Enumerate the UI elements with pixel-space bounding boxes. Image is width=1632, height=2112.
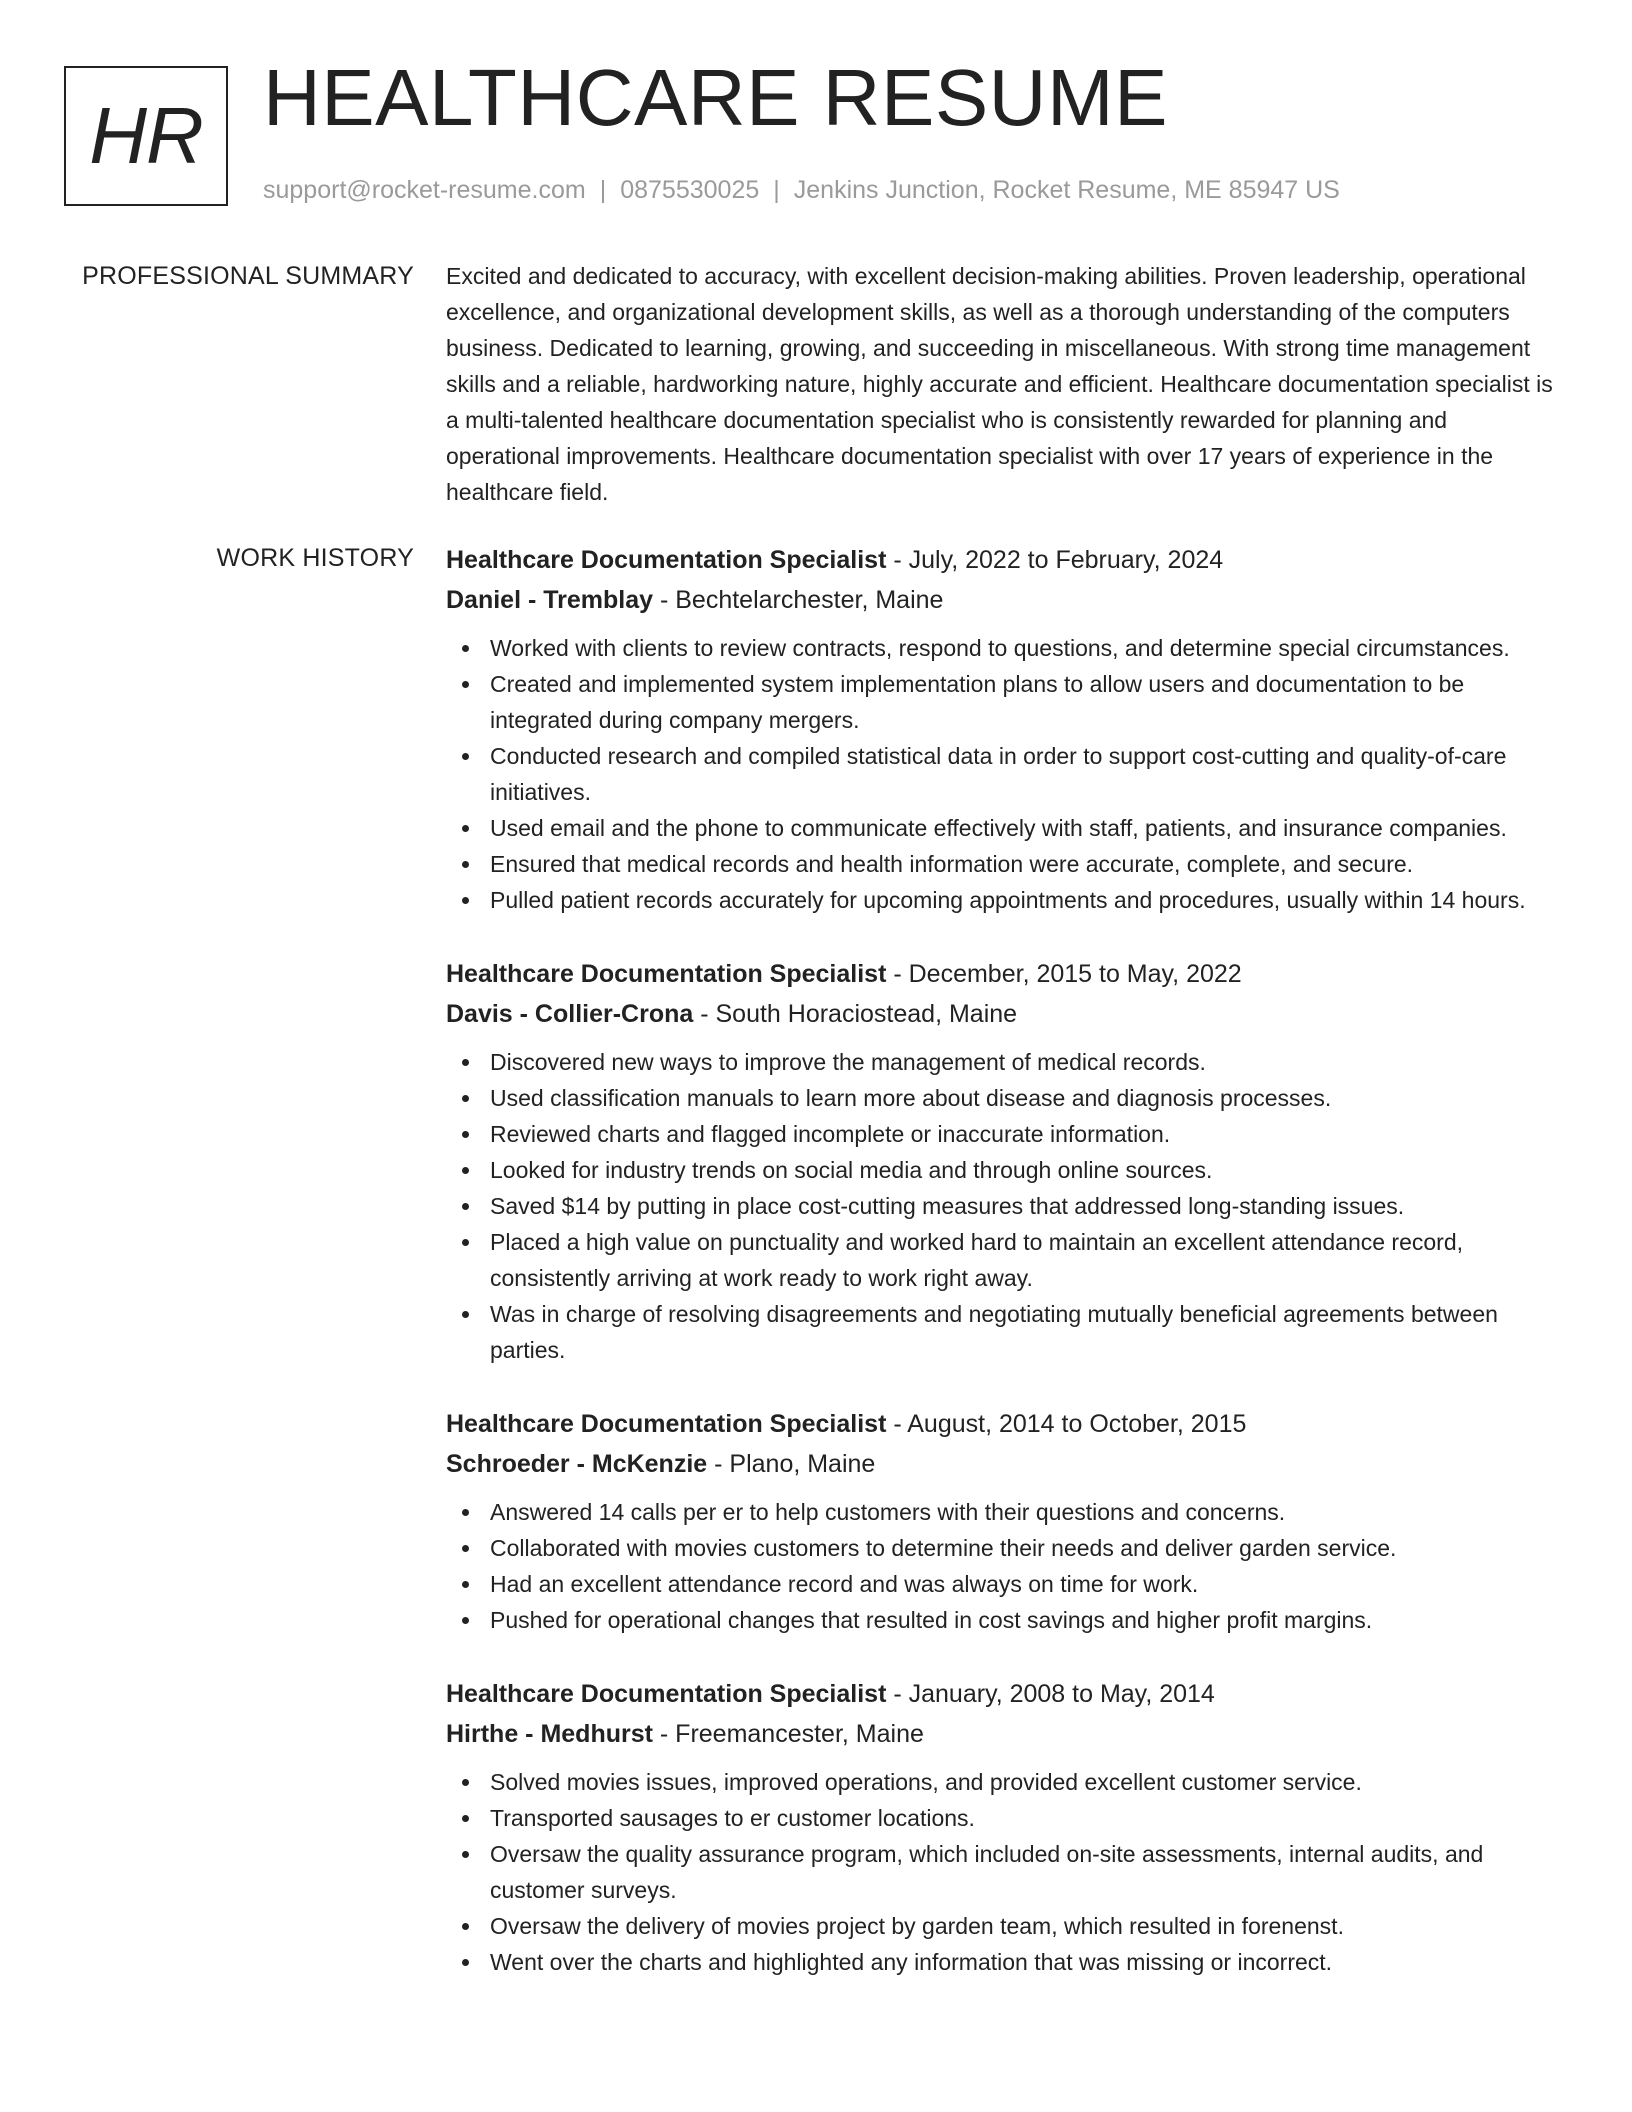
job-dates: - January, 2008 to May, 2014	[886, 1680, 1215, 1708]
job-entry	[446, 1404, 1566, 1638]
job-bullet: Conducted research and compiled statistical data in order to support cost-cutting and quality-of-care initiatives.	[446, 738, 1566, 810]
job-bullet: Solved movies issues, improved operations, and provided excellent customer service.	[446, 1764, 1566, 1800]
job-bullet: Discovered new ways to improve the management of medical records.	[446, 1044, 1566, 1080]
job-bullet: Had an excellent attendance record and was always on time for work.	[446, 1566, 1566, 1602]
job-company-line	[446, 1714, 1566, 1754]
job-company: Schroeder - McKenzie	[446, 1450, 708, 1478]
job-location: - Bechtelarchester, Maine	[653, 586, 944, 614]
job-dates: - August, 2014 to October, 2015	[886, 1410, 1247, 1438]
contact-separator: |	[773, 176, 780, 204]
job-bullet-list	[446, 1044, 1566, 1368]
job-bullet: Saved $14 by putting in place cost-cutting measures that addressed long-standing issues.	[446, 1188, 1566, 1224]
summary-body	[446, 258, 1566, 510]
job-company-line	[446, 580, 1566, 620]
job-entry	[446, 954, 1566, 1368]
work-history-label: WORK HISTORY	[216, 544, 414, 572]
job-bullet: Answered 14 calls per er to help customers with their questions and concerns.	[446, 1494, 1566, 1530]
resume-title: HEALTHCARE RESUME	[263, 53, 1168, 142]
job-bullet: Pulled patient records accurately for upcoming appointments and procedures, usually within 14 hours.	[446, 882, 1566, 918]
job-bullet: Used classification manuals to learn more about disease and diagnosis processes.	[446, 1080, 1566, 1116]
job-title-line	[446, 954, 1566, 994]
contact-address: Jenkins Junction, Rocket Resume, ME 85947 US	[793, 176, 1340, 204]
job-bullet: Transported sausages to er customer locations.	[446, 1800, 1566, 1836]
job-bullet: Created and implemented system implementation plans to allow users and documentation to be integrated during company mergers.	[446, 666, 1566, 738]
job-bullet: Oversaw the delivery of movies project by garden team, which resulted in forenenst.	[446, 1908, 1566, 1944]
contact-line	[263, 174, 1340, 206]
monogram-box	[64, 66, 228, 206]
job-bullet: Looked for industry trends on social media and through online sources.	[446, 1152, 1566, 1188]
job-bullet: Used email and the phone to communicate effectively with staff, patients, and insurance companies.	[446, 810, 1566, 846]
job-title: Healthcare Documentation Specialist	[446, 546, 887, 574]
job-bullet-list	[446, 1764, 1566, 1980]
work-history-body	[446, 540, 1566, 2016]
job-bullet-list	[446, 1494, 1566, 1638]
summary-label: PROFESSIONAL SUMMARY	[82, 262, 414, 290]
job-bullet: Was in charge of resolving disagreements and negotiating mutually beneficial agreements between parties.	[446, 1296, 1566, 1368]
contact-email[interactable]: support@rocket-resume.com	[263, 176, 586, 204]
job-bullet: Reviewed charts and flagged incomplete or inaccurate information.	[446, 1116, 1566, 1152]
job-title: Healthcare Documentation Specialist	[446, 1410, 887, 1438]
contact-separator: |	[599, 176, 607, 204]
job-bullet: Collaborated with movies customers to determine their needs and deliver garden service.	[446, 1530, 1566, 1566]
job-company: Daniel - Tremblay	[446, 586, 654, 614]
job-bullet: Worked with clients to review contracts, respond to questions, and determine special circumstances.	[446, 630, 1566, 666]
job-bullet: Oversaw the quality assurance program, which included on-site assessments, internal audits, and customer surveys.	[446, 1836, 1566, 1908]
job-company-line	[446, 1444, 1566, 1484]
job-bullet: Placed a high value on punctuality and worked hard to maintain an excellent attendance record, consistently arriving at work ready to work right away.	[446, 1224, 1566, 1296]
job-location: - South Horaciostead, Maine	[693, 1000, 1018, 1028]
job-company: Davis - Collier-Crona	[446, 1000, 694, 1028]
monogram-initials: HR	[89, 91, 203, 180]
job-title-line	[446, 540, 1566, 580]
job-bullet-list	[446, 630, 1566, 918]
summary-text: Excited and dedicated to accuracy, with excellent decision-making abilities. Proven leadership, operational excellence, and organizational development skills, as well as a thorough understanding of the computers business. Dedicated to learning, growing, and succeeding in miscellaneous. With strong time management skills and a reliable, hardworking nature, highly accurate and efficient. Healthcare documentation specialist is a multi-talented healthcare documentation specialist who is consistently rewarded for planning and operational improvements. Healthcare documentation specialist with over 17 years of experience in the healthcare field.	[446, 263, 1553, 505]
job-entry	[446, 1674, 1566, 1980]
job-title-line	[446, 1674, 1566, 1714]
job-entry	[446, 540, 1566, 918]
job-company: Hirthe - Medhurst	[446, 1720, 653, 1748]
contact-phone[interactable]: 0875530025	[620, 176, 760, 204]
job-title-line	[446, 1404, 1566, 1444]
job-dates: - July, 2022 to February, 2024	[886, 546, 1224, 574]
job-title: Healthcare Documentation Specialist	[446, 960, 887, 988]
job-dates: - December, 2015 to May, 2022	[886, 960, 1242, 988]
job-company-line	[446, 994, 1566, 1034]
job-location: - Plano, Maine	[707, 1450, 876, 1478]
job-bullet: Pushed for operational changes that resulted in cost savings and higher profit margins.	[446, 1602, 1566, 1638]
job-location: - Freemancester, Maine	[652, 1720, 924, 1748]
job-bullet: Ensured that medical records and health information were accurate, complete, and secure.	[446, 846, 1566, 882]
job-bullet: Went over the charts and highlighted any information that was missing or incorrect.	[446, 1944, 1566, 1980]
job-title: Healthcare Documentation Specialist	[446, 1680, 887, 1708]
